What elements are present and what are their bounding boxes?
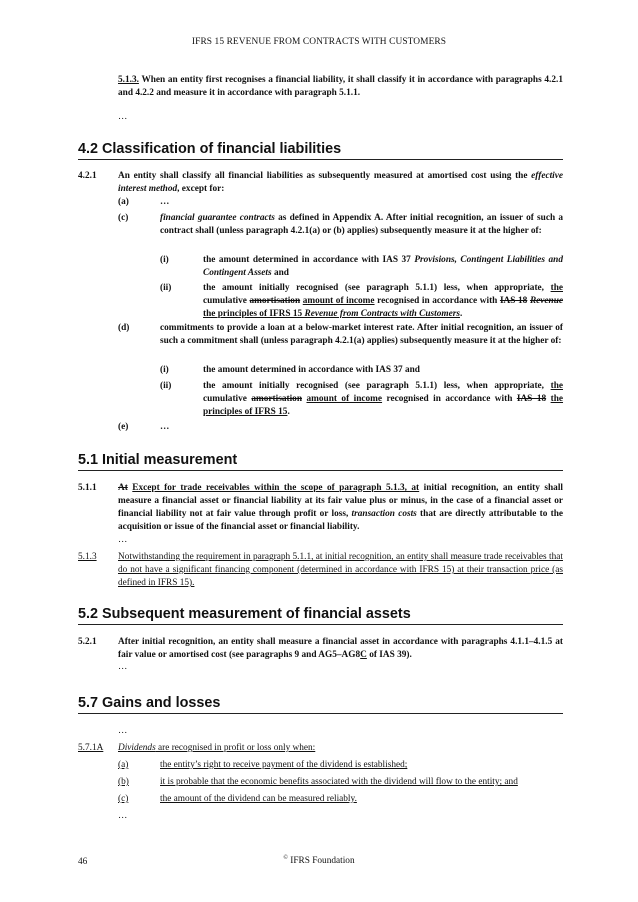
para-5-7-1a bbox=[118, 742, 563, 755]
item-cii-s3: Revenue bbox=[529, 296, 564, 306]
para-5-1-1-inserted: Except for trade receivables within the scope of paragraph 5.1.3, at bbox=[132, 483, 420, 493]
item-cii-u1: the bbox=[550, 283, 563, 293]
copyright-symbol: © bbox=[283, 855, 288, 861]
para-5-2-1-end: of IAS 39). bbox=[366, 650, 412, 660]
para-5-2-1 bbox=[118, 636, 563, 662]
item-dii-end: . bbox=[287, 407, 290, 417]
para-4-2-1-text: An entity shall classify all financial liabilities as subsequently measured at amortised cost using the bbox=[118, 171, 532, 181]
intro-ref: 5.1.3. bbox=[118, 75, 139, 85]
item-cii-u4: Revenue from Contracts with Customers bbox=[304, 309, 460, 319]
item-e-text: … bbox=[160, 422, 170, 432]
item-dii-u1: the bbox=[550, 381, 563, 391]
item-cii-label: (ii) bbox=[160, 283, 172, 293]
para-5-2-1-inserted: C bbox=[360, 650, 367, 660]
item-5-7-c-text: the amount of the dividend can be measured reliably. bbox=[160, 794, 357, 804]
intro-paragraph bbox=[118, 74, 563, 100]
item-e-label: (e) bbox=[118, 422, 129, 432]
page-number: 46 bbox=[78, 857, 88, 867]
item-5-7-b-label: (b) bbox=[118, 777, 129, 787]
para-4-2-1 bbox=[118, 170, 563, 196]
item-cii-text bbox=[203, 282, 563, 321]
para-5-7-1a-italic: Dividends bbox=[118, 743, 156, 753]
item-dii-t2: cumulative bbox=[203, 394, 252, 404]
para-5-1-1-text: initial recognition, an entity shall measure a financial asset or financial liability at its fair value plus or minus, in the case of a financial asset or financial liability not at fair value through profit or loss, bbox=[118, 483, 563, 519]
heading-5-1: 5.1 Initial measurement bbox=[78, 452, 563, 471]
para-5-1-ellipsis: … bbox=[118, 535, 128, 545]
item-a-label: (a) bbox=[118, 197, 129, 207]
item-ci-body: the amount determined in accordance with IAS 37 bbox=[203, 255, 415, 265]
para-5-2-ellipsis: … bbox=[118, 662, 128, 672]
intro-text: When an entity first recognises a financial liability, it shall classify it in accordance with paragraphs 4.2.1 and 4.2.2 and measure it in accordance with paragraph 5.1.1. bbox=[118, 75, 563, 98]
item-c-text bbox=[160, 212, 563, 238]
heading-4-2: 4.2 Classification of financial liabilities bbox=[78, 141, 563, 160]
item-dii-t3: recognised in accordance with bbox=[382, 394, 517, 404]
item-d-text: commitments to provide a loan at a below-market interest rate. After initial recognition, an issuer of such a commitment shall (unless paragraph 4.2.1(a) applies) subsequently measure it at the higher of: bbox=[160, 323, 563, 346]
item-5-7-a-label: (a) bbox=[118, 760, 129, 770]
item-c-label: (c) bbox=[118, 213, 129, 223]
item-dii-t1: the amount initially recognised (see paragraph 5.1.1) less, when appropriate, bbox=[203, 381, 551, 391]
item-di-label: (i) bbox=[160, 365, 169, 375]
item-5-7-a-text: the entity’s right to receive payment of the dividend is established; bbox=[160, 760, 408, 770]
para-5-7-1a-text: are recognised in profit or loss only when: bbox=[155, 743, 316, 753]
item-ci-label: (i) bbox=[160, 255, 169, 265]
para-4-2-1-italic: effective interest method bbox=[118, 171, 563, 194]
item-dii-u2: amount of income bbox=[306, 394, 383, 404]
para-5-1-1-struck: At bbox=[118, 483, 128, 493]
para-5-7-ellipsis-2: … bbox=[118, 811, 128, 821]
item-ci-end: and bbox=[271, 268, 289, 278]
item-cii-t1: the amount initially recognised (see paragraph 5.1.1) less, when appropriate, bbox=[203, 283, 551, 293]
para-5-1-1 bbox=[118, 482, 563, 534]
footer-copyright bbox=[0, 855, 638, 866]
item-ci-italic: Provisions, Contingent Liabilities and Contingent Assets bbox=[203, 255, 563, 278]
para-4-2-1-end: , except for: bbox=[177, 184, 225, 194]
para-5-1-1-end: that are directly attributable to the acquisition or issue of the financial asset or financial liability. bbox=[118, 509, 563, 532]
item-5-7-b-text: it is probable that the economic benefits associated with the dividend will flow to the entity; and bbox=[160, 777, 518, 787]
para-num-5-1-1: 5.1.1 bbox=[78, 483, 97, 493]
item-cii-end: . bbox=[460, 309, 463, 319]
intro-ellipsis: … bbox=[118, 112, 128, 122]
item-dii-text bbox=[203, 380, 563, 419]
item-dii-u3: the principles of IFRS 15 bbox=[203, 394, 564, 417]
para-5-2-1-text: After initial recognition, an entity shall measure a financial asset in accordance with paragraphs 4.1.1–4.1.5 at fair value or amortised cost (see paragraphs 9 and AG5–AG8 bbox=[118, 637, 563, 660]
item-c-italic: financial guarantee contracts bbox=[160, 213, 275, 223]
heading-5-2: 5.2 Subsequent measurement of financial assets bbox=[78, 606, 563, 625]
para-5-7-ellipsis-1: … bbox=[118, 726, 128, 736]
item-cii-t3: recognised in accordance with bbox=[374, 296, 500, 306]
item-c-body: as defined in Appendix A. After initial recognition, an issuer of such a contract shall (unless paragraph 4.2.1(a) or (b) applies) subsequently measure it at the higher of: bbox=[160, 213, 563, 236]
para-num-4-2-1: 4.2.1 bbox=[78, 171, 97, 181]
heading-5-7: 5.7 Gains and losses bbox=[78, 695, 563, 714]
para-5-1-1-italic: transaction costs bbox=[351, 509, 417, 519]
item-ci-text bbox=[203, 254, 563, 280]
item-dii-label: (ii) bbox=[160, 381, 172, 391]
para-num-5-7-1a: 5.7.1A bbox=[78, 743, 104, 753]
item-cii-s1: amortisation bbox=[249, 296, 301, 306]
item-dii-s1: amortisation bbox=[251, 394, 302, 404]
running-header: IFRS 15 REVENUE FROM CONTRACTS WITH CUSTOMERS bbox=[191, 37, 447, 47]
para-num-5-1-3: 5.1.3 bbox=[78, 552, 97, 562]
footer-org: IFRS Foundation bbox=[290, 856, 355, 867]
item-cii-u2: amount of income bbox=[302, 296, 375, 306]
item-cii-s2: IAS 18 bbox=[499, 296, 528, 306]
item-cii-t2: cumulative bbox=[203, 296, 250, 306]
item-d-label: (d) bbox=[118, 323, 130, 333]
para-5-1-3: Notwithstanding the requirement in paragraph 5.1.1, at initial recognition, an entity shall measure trade receivables that do not have a significant financing component (determined in accordance with IFRS 15) at their transaction price (as defined in IFRS 15). bbox=[118, 552, 563, 588]
item-5-7-c-label: (c) bbox=[118, 794, 129, 804]
item-dii-s2: IAS 18 bbox=[516, 394, 547, 404]
item-a-text: … bbox=[160, 197, 170, 207]
item-di-text: the amount determined in accordance with IAS 37 and bbox=[203, 365, 420, 375]
para-num-5-2-1: 5.2.1 bbox=[78, 637, 97, 647]
item-cii-u3: the principles of IFRS 15 bbox=[203, 309, 305, 319]
